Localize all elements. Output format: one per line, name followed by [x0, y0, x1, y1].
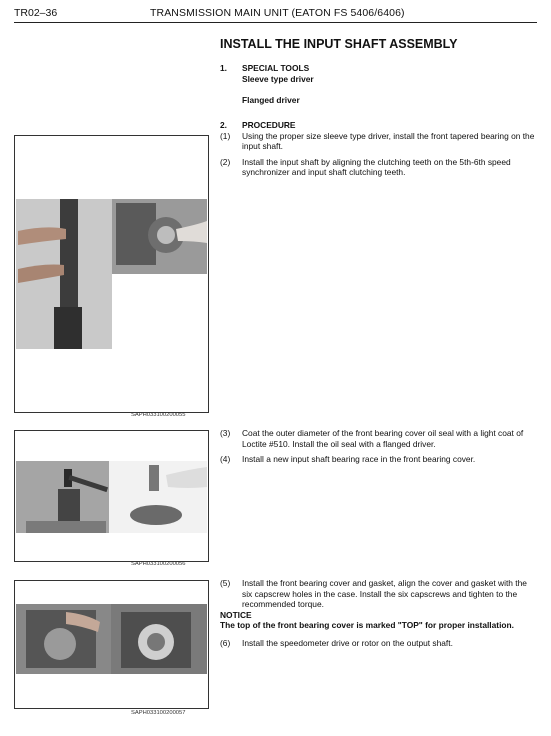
figure-1-photo: [16, 199, 207, 349]
figure-3-ref: SAPH033100200057: [131, 710, 186, 716]
figure-2-photo: [16, 461, 207, 533]
figure-3-photo: [16, 604, 207, 674]
procedure-number: 2.: [220, 120, 227, 130]
tools-heading: SPECIAL TOOLS: [242, 63, 310, 73]
step-number: (6): [220, 637, 231, 648]
step-text: Install the input shaft by aligning the clutching teeth on the 5th-6th speed synchronizer and input shaft clutching teeth.: [242, 156, 511, 178]
step-number: (2): [220, 156, 231, 167]
steps-group-3: [220, 578, 537, 649]
procedure-heading: PROCEDURE: [242, 120, 296, 130]
tool-item: Flanged driver: [242, 95, 300, 106]
manual-title: TRANSMISSION MAIN UNIT (EATON FS 5406/6406): [150, 7, 405, 19]
figure-1-ref: SAPH033100200055: [131, 412, 186, 418]
page-code: TR02–36: [14, 7, 58, 19]
step-text: Using the proper size sleeve type driver, install the front tapered bearing on the input shaft.: [242, 130, 535, 152]
step-text: Install a new input shaft bearing race in the front bearing cover.: [242, 454, 476, 465]
step-number: (4): [220, 454, 231, 465]
tools-number: 1.: [220, 63, 227, 73]
figure-1-frame: [14, 135, 209, 413]
special-tools: [220, 63, 537, 106]
step-number: (3): [220, 428, 231, 438]
procedure: [220, 120, 537, 178]
notice-label: NOTICE: [220, 609, 252, 620]
notice-text: The top of the front bearing cover is marked "TOP" for proper installation.: [220, 620, 514, 631]
step-text: Coat the outer diameter of the front bearing cover oil seal with a light coat of Loctite #510. Install the oil seal with a flanged driver.: [242, 428, 524, 449]
header-divider: [14, 22, 537, 23]
step-number: (5): [220, 578, 231, 588]
step-text: Install the front bearing cover and gasket, align the cover and gasket with the six capscrew holes in the case. Install the six capscrews and tighten to the recommended torque.: [242, 578, 527, 610]
figure-3-frame: [14, 580, 209, 709]
section-title: INSTALL THE INPUT SHAFT ASSEMBLY: [220, 37, 458, 51]
step-text: Install the speedometer drive or rotor on the output shaft.: [242, 637, 453, 648]
figure-2-ref: SAPH033100200056: [131, 561, 186, 567]
tool-item: Sleeve type driver: [242, 73, 314, 84]
figure-2-frame: [14, 430, 209, 562]
step-number: (1): [220, 130, 231, 141]
steps-group-2: [220, 428, 537, 465]
